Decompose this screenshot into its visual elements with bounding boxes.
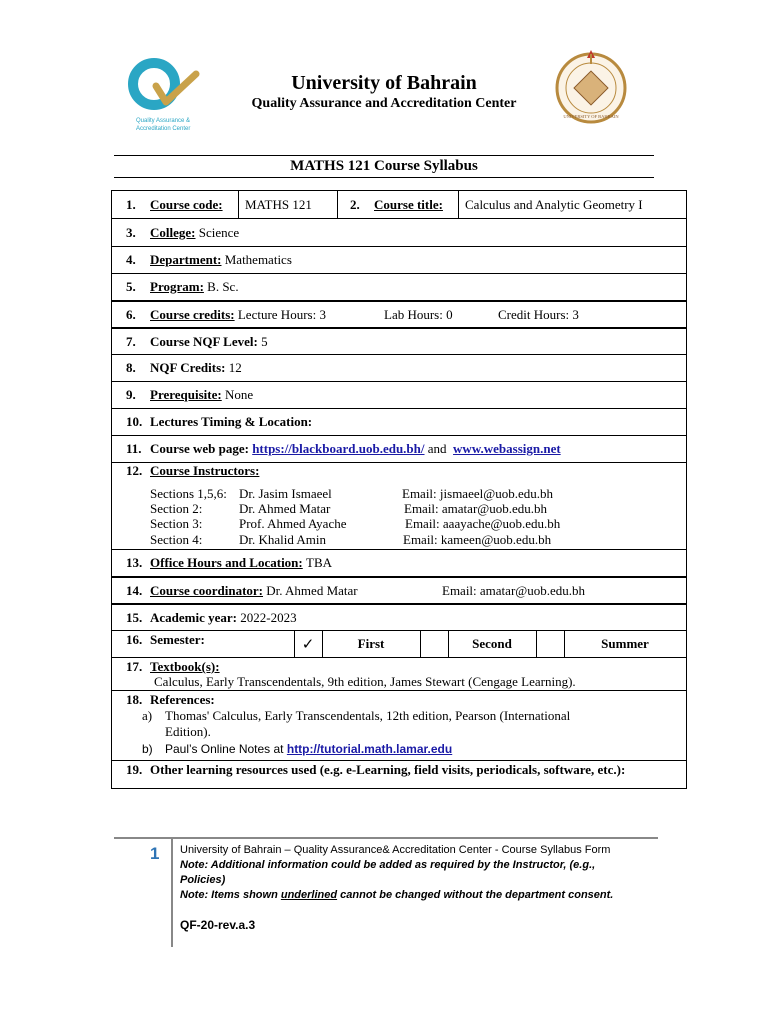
lecture-hours: Lecture Hours: 3 [237,306,326,322]
semester-summer-label: Summer [601,636,649,651]
item-number: 7. [126,333,136,349]
reference-b-text: Paul’s Online Notes at [165,742,284,756]
reference-a-line2: Edition). [165,724,211,739]
instructor-row [150,486,227,502]
footer-form-line: University of Bahrain – Quality Assurance& Accreditation Center - Course Syllabus Form [180,844,611,856]
webassign-link[interactable]: www.webassign.net [453,441,561,456]
item-number: 15. [126,609,143,625]
item-number: 18. [126,692,143,707]
course-code-value: MATHS 121 [245,196,312,212]
center-name: Quality Assurance and Accreditation Center [251,96,517,111]
title-rule-top [114,155,654,156]
prerequisite-label: Prerequisite: [150,387,222,402]
instructor-section: Section 3: [150,516,203,531]
instructor-name: Prof. Ahmed Ayache [239,516,347,531]
college-label: College: [150,224,196,240]
coordinator-label: Course coordinator: [150,582,264,598]
semester-first-label: First [357,636,385,651]
instructor-email: Email: kameen@uob.edu.bh [403,532,552,547]
academic-year-label: Academic year: [150,609,237,625]
item-number: 17. [126,659,143,674]
item-number: 11. [126,441,142,456]
nqf-level-label: Course NQF Level: [150,333,258,349]
row-nqf-credits [112,354,686,381]
other-resources-label: Other learning resources used (e.g. e-Learning, field visits, periodicals, software, etc.): [150,762,626,777]
item-number: 1. [126,196,136,212]
footer-note-1a: Note: Additional information could be added as required by the Instructor, (e.g., [180,859,596,871]
instructor-section: Sections 1,5,6: [150,486,227,501]
item-number: 12. [126,463,143,478]
course-credits-label: Course credits: [150,306,235,322]
references-label: References: [150,692,215,707]
item-number: 4. [126,252,136,267]
row-college [112,218,686,246]
academic-year-value: 2022-2023 [240,609,297,625]
row-department [112,246,686,273]
reference-b-marker: b) [142,742,153,756]
semester-summer-checkbox[interactable] [536,631,564,657]
semester-label: Semester: [150,632,205,647]
row-course-instructors [112,462,686,549]
item-number: 8. [126,360,136,375]
course-code-label: Course code: [150,196,223,212]
row-prerequisite [112,381,686,408]
row-office-hours [112,549,686,576]
item-number: 5. [126,279,136,294]
office-hours-value: TBA [306,555,332,570]
item-number: 3. [126,224,136,240]
form-id: QF-20-rev.a.3 [180,918,256,932]
university-seal [553,44,629,124]
item-number: 16. [126,632,143,647]
program-label: Program: [150,279,204,294]
row-course-coordinator [112,576,686,603]
lectures-timing-label: Lectures Timing & Location: [150,414,313,429]
row-textbooks [112,657,686,690]
department-value: Mathematics [224,252,292,267]
row-academic-year [112,603,686,630]
row-program [112,273,686,300]
prerequisite-value: None [224,387,254,402]
course-title-value: Calculus and Analytic Geometry I [465,196,643,212]
department-label: Department: [150,252,222,267]
syllabus-form [111,190,687,789]
course-title-label: Course title: [374,196,443,212]
office-hours-label: Office Hours and Location: [150,555,303,570]
page-number: 1 [150,844,160,863]
instructor-email: Email: amatar@uob.edu.bh [404,501,548,516]
item-number: 6. [126,306,136,322]
semester-second-checkbox[interactable] [420,631,448,657]
footer-note-2-underlined: underlined [280,889,338,901]
instructor-name: Dr. Jasim Ismaeel [239,486,332,501]
seal-text: UNIVERSITY OF BAHRAIN [563,114,619,119]
textbooks-label: Textbook(s): [150,659,220,674]
nqf-credits-label: NQF Credits: [150,360,226,375]
document-title: MATHS 121 Course Syllabus [290,158,478,174]
row-other-resources [112,760,686,788]
credit-hours: Credit Hours: 3 [498,306,579,322]
reference-a-line1: Thomas' Calculus, Early Transcendentals, 12th edition, Pearson (International [165,708,571,723]
nqf-credits-value: 12 [228,360,242,375]
row-course-web-page [112,435,686,462]
row-references [112,690,686,760]
lab-hours: Lab Hours: 0 [384,306,453,322]
semester-first-checkbox[interactable]: ✓ [301,636,315,653]
item-number: 13. [126,555,143,570]
title-rule-bottom [114,177,654,178]
row-nqf-level [112,327,686,354]
footer-rule [114,837,658,839]
row-course-credits [112,300,686,327]
blackboard-link[interactable]: https://blackboard.uob.edu.bh/ [252,441,425,456]
footer-note-2-post: cannot be changed without the department consent. [340,889,614,901]
qa-logo-text-1: Quality Assurance & [136,118,191,124]
qa-logo-text-2: Accreditation Center [136,126,191,132]
row-lectures-timing [112,408,686,435]
lamar-notes-link[interactable]: http://tutorial.math.lamar.edu [286,742,453,756]
program-value: B. Sc. [207,279,239,294]
nqf-level-value: 5 [261,333,268,349]
and-text: and [427,441,447,456]
item-number: 19. [126,762,143,777]
footer-note-1b: Policies) [180,874,226,886]
college-value: Science [198,224,240,240]
textbook-value: Calculus, Early Transcendentals, 9th edition, James Stewart (Cengage Learning). [154,674,576,689]
web-page-label: Course web page: [150,441,249,456]
university-name: University of Bahrain [291,72,477,94]
item-number: 9. [126,387,136,402]
instructor-name: Dr. Khalid Amin [239,532,327,547]
instructor-section: Section 4: [150,532,203,547]
footer-divider [171,839,173,947]
instructor-email: Email: aaayache@uob.edu.bh [405,516,561,531]
coordinator-value: Dr. Ahmed Matar [266,582,358,598]
coordinator-email: Email: amatar@uob.edu.bh [442,582,586,598]
row-semester [112,630,686,657]
item-number: 14. [126,582,143,598]
instructor-section: Section 2: [150,501,203,516]
instructor-email: Email: jismaeel@uob.edu.bh [402,486,553,501]
instructor-name: Dr. Ahmed Matar [239,501,331,516]
semester-second-label: Second [472,636,512,651]
reference-a-marker: a) [142,708,153,723]
item-number: 2. [350,196,360,212]
item-number: 10. [126,414,143,429]
footer-note-2-pre: Note: Items shown [180,889,278,901]
row-course-code-title [112,191,686,218]
instructors-label: Course Instructors: [150,463,260,478]
